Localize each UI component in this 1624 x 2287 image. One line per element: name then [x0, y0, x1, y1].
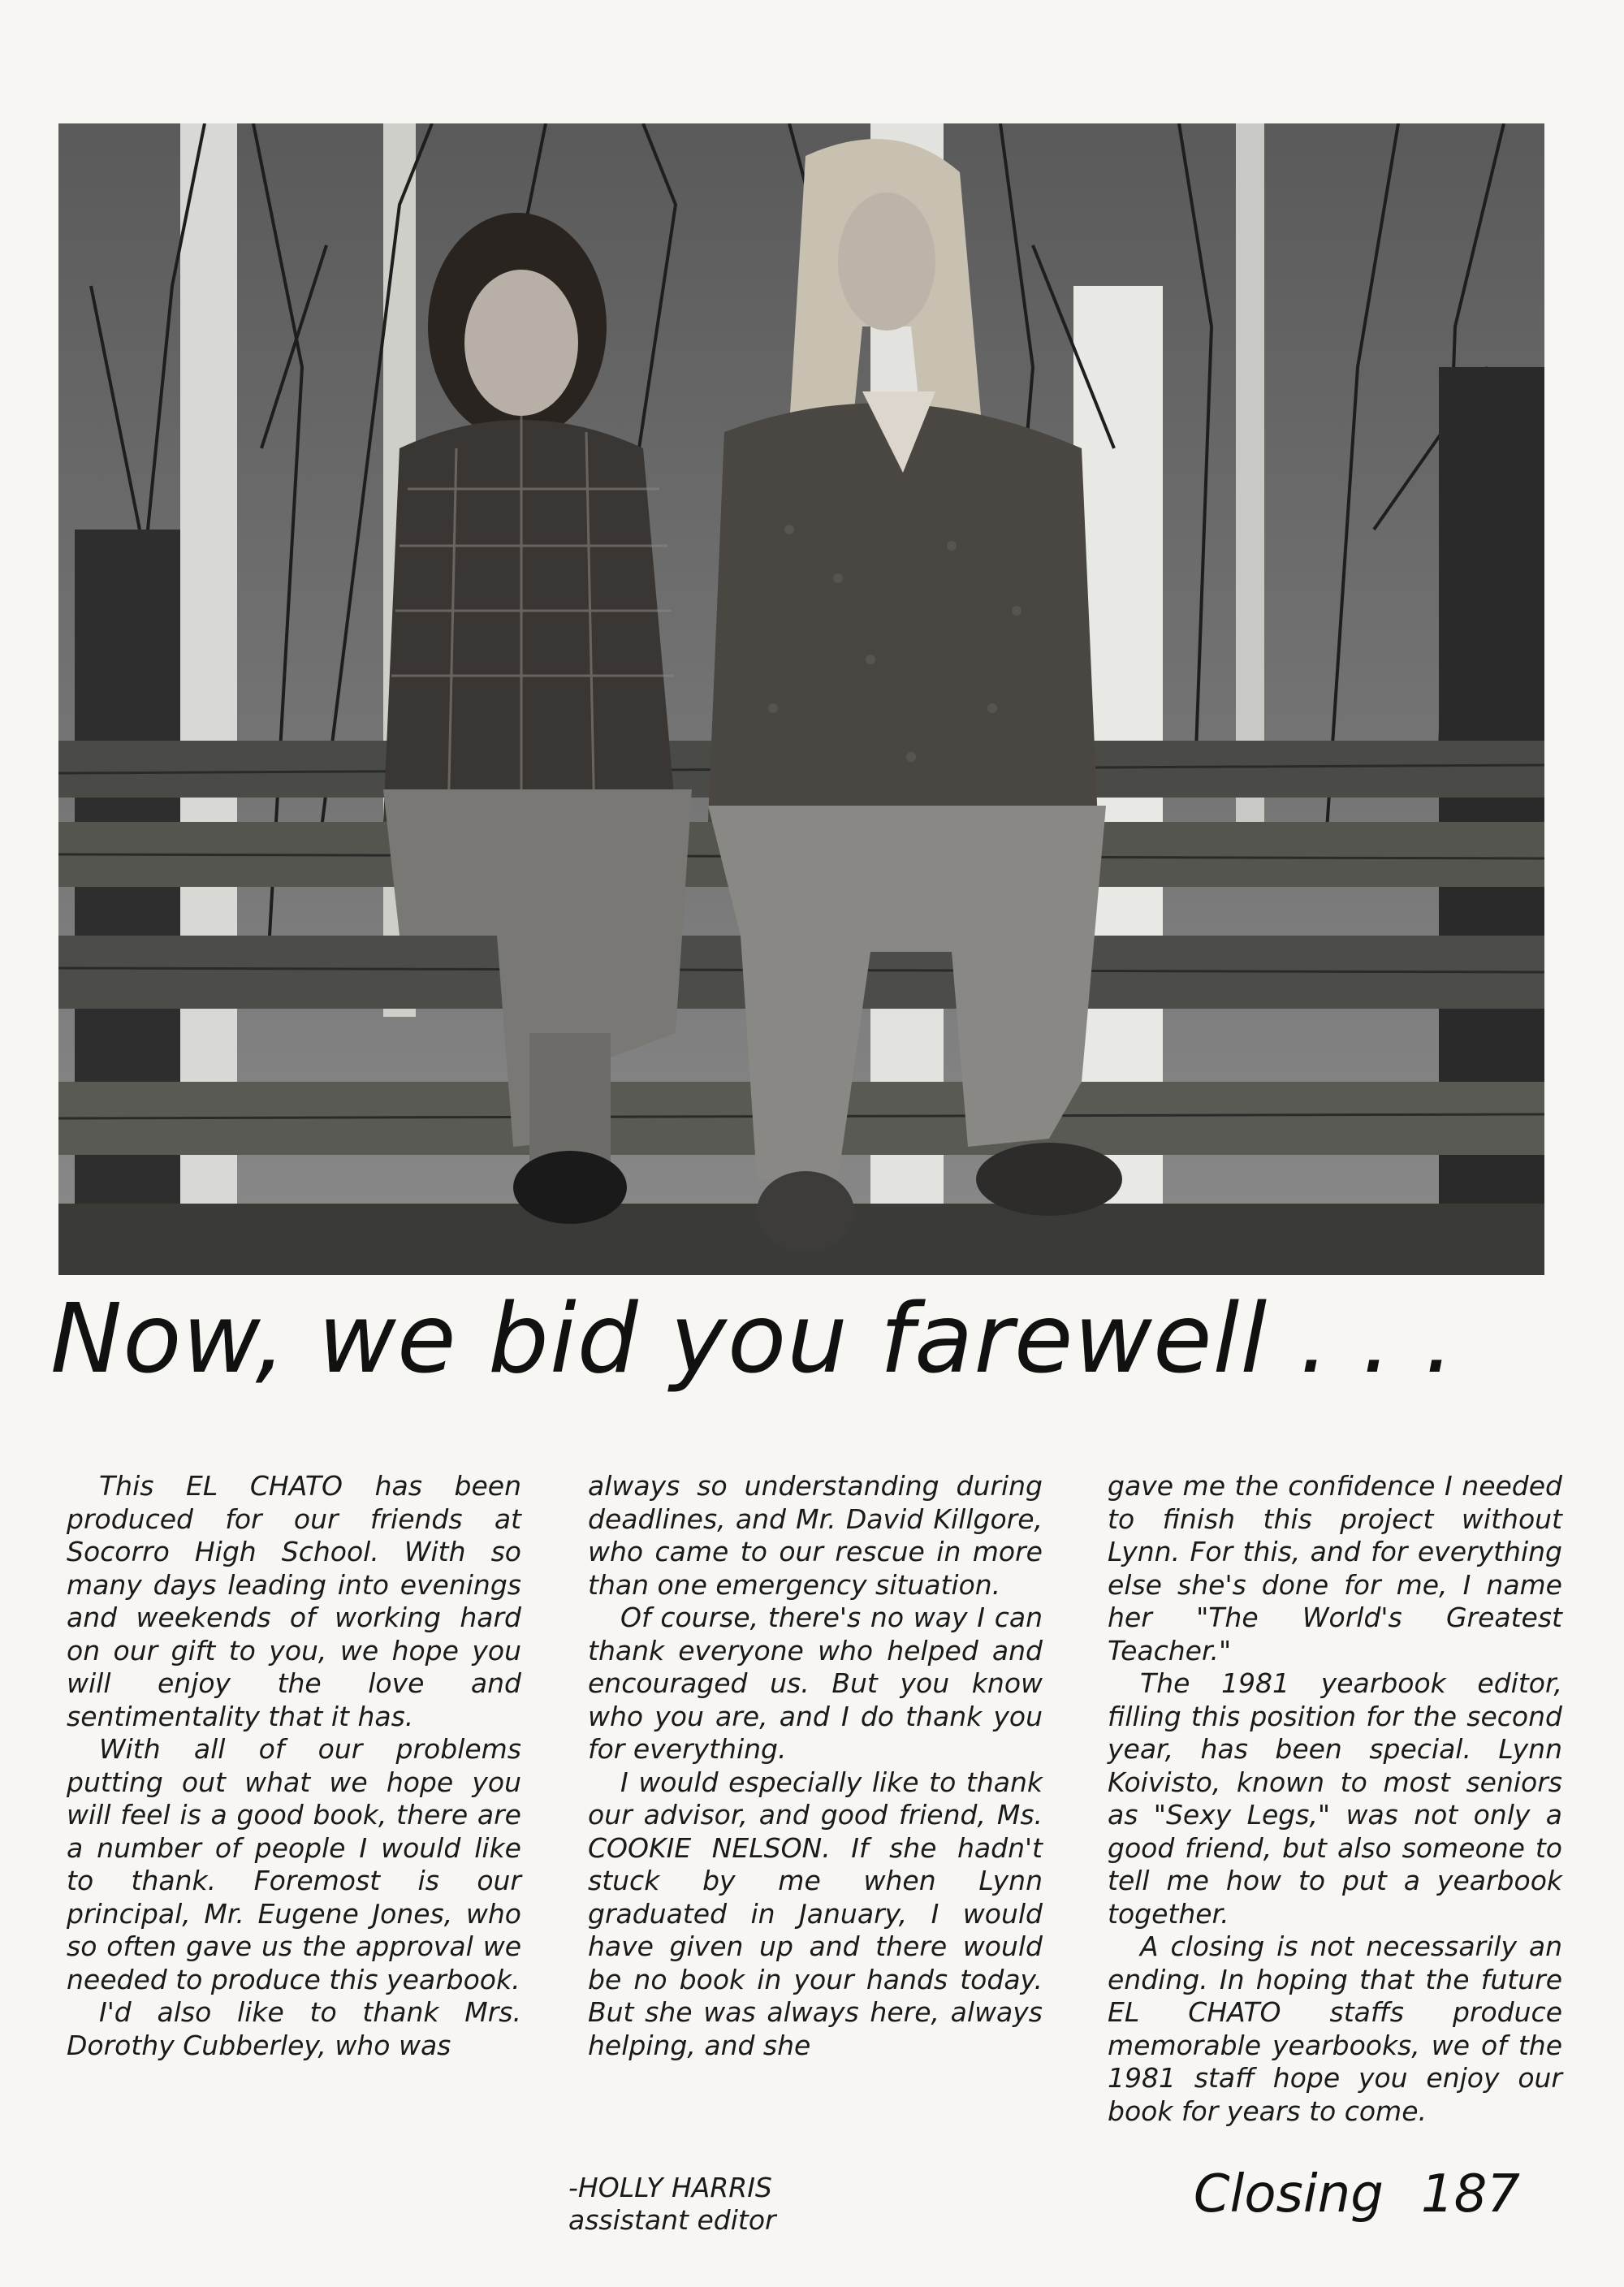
signature-name: -HOLLY HARRIS	[568, 2172, 772, 2203]
article-column-3	[1108, 1470, 1562, 2128]
paragraph: I'd also like to thank Mrs. Dorothy Cubberley, who was	[67, 1996, 521, 2061]
paragraph: With all of our problems putting out what we hope you will feel is a good book, there are a number of people I would like to thank. Foremost is our principal, Mr. Eugene Jones, who so often gave us the approval we needed to produce this yearbook.	[67, 1733, 521, 1995]
article-column-1	[67, 1470, 521, 2062]
page-footer	[1194, 2162, 1520, 2227]
article-column-2	[588, 1470, 1043, 2062]
paragraph: A closing is not necessarily an ending. In hoping that the future EL CHATO staffs produce memorable yearbooks, we of the 1981 staff hope you enjoy our book for years to come.	[1108, 1930, 1562, 2127]
yearbook-photo	[58, 123, 1544, 1275]
paragraph: always so understanding during deadlines, and Mr. David Killgore, who came to our rescue in more than one emergency situation.	[588, 1470, 1043, 1601]
signature	[568, 2172, 776, 2237]
headline: Now, we bid you farewell . . .	[50, 1282, 1456, 1394]
paragraph: Of course, there's no way I can thank everyone who helped and encouraged us. But you know who you are, and I do thank you for everything.	[588, 1602, 1043, 1765]
page-number: 187	[1420, 2164, 1520, 2224]
paragraph: gave me the confidence I needed to finish this project without Lynn. For this, and for everything else she's done for me, I name her "The World's Greatest Teacher."	[1108, 1470, 1562, 1667]
paragraph: I would especially like to thank our advisor, and good friend, Ms. COOKIE NELSON. If she hadn't stuck by me when Lynn graduated in January, I would have given up and there would be no book in your hands today. But she was always here, always helping, and she	[588, 1766, 1043, 2061]
photo-illustration	[58, 123, 1544, 1275]
section-name: Closing	[1193, 2164, 1384, 2224]
signature-role: assistant editor	[568, 2204, 776, 2236]
paragraph: This EL CHATO has been produced for our friends at Socorro High School. With so many days leading into evenings and weekends of working hard on our gift to you, we hope you will enjoy the love and sentimentality that it has.	[67, 1470, 521, 1732]
paragraph: The 1981 yearbook editor, filling this position for the second year, has been special. Lynn Koivisto, known to most seniors as "Sexy Legs," was not only a good friend, but also someone to tell me how to put a yearbook together.	[1108, 1667, 1562, 1930]
